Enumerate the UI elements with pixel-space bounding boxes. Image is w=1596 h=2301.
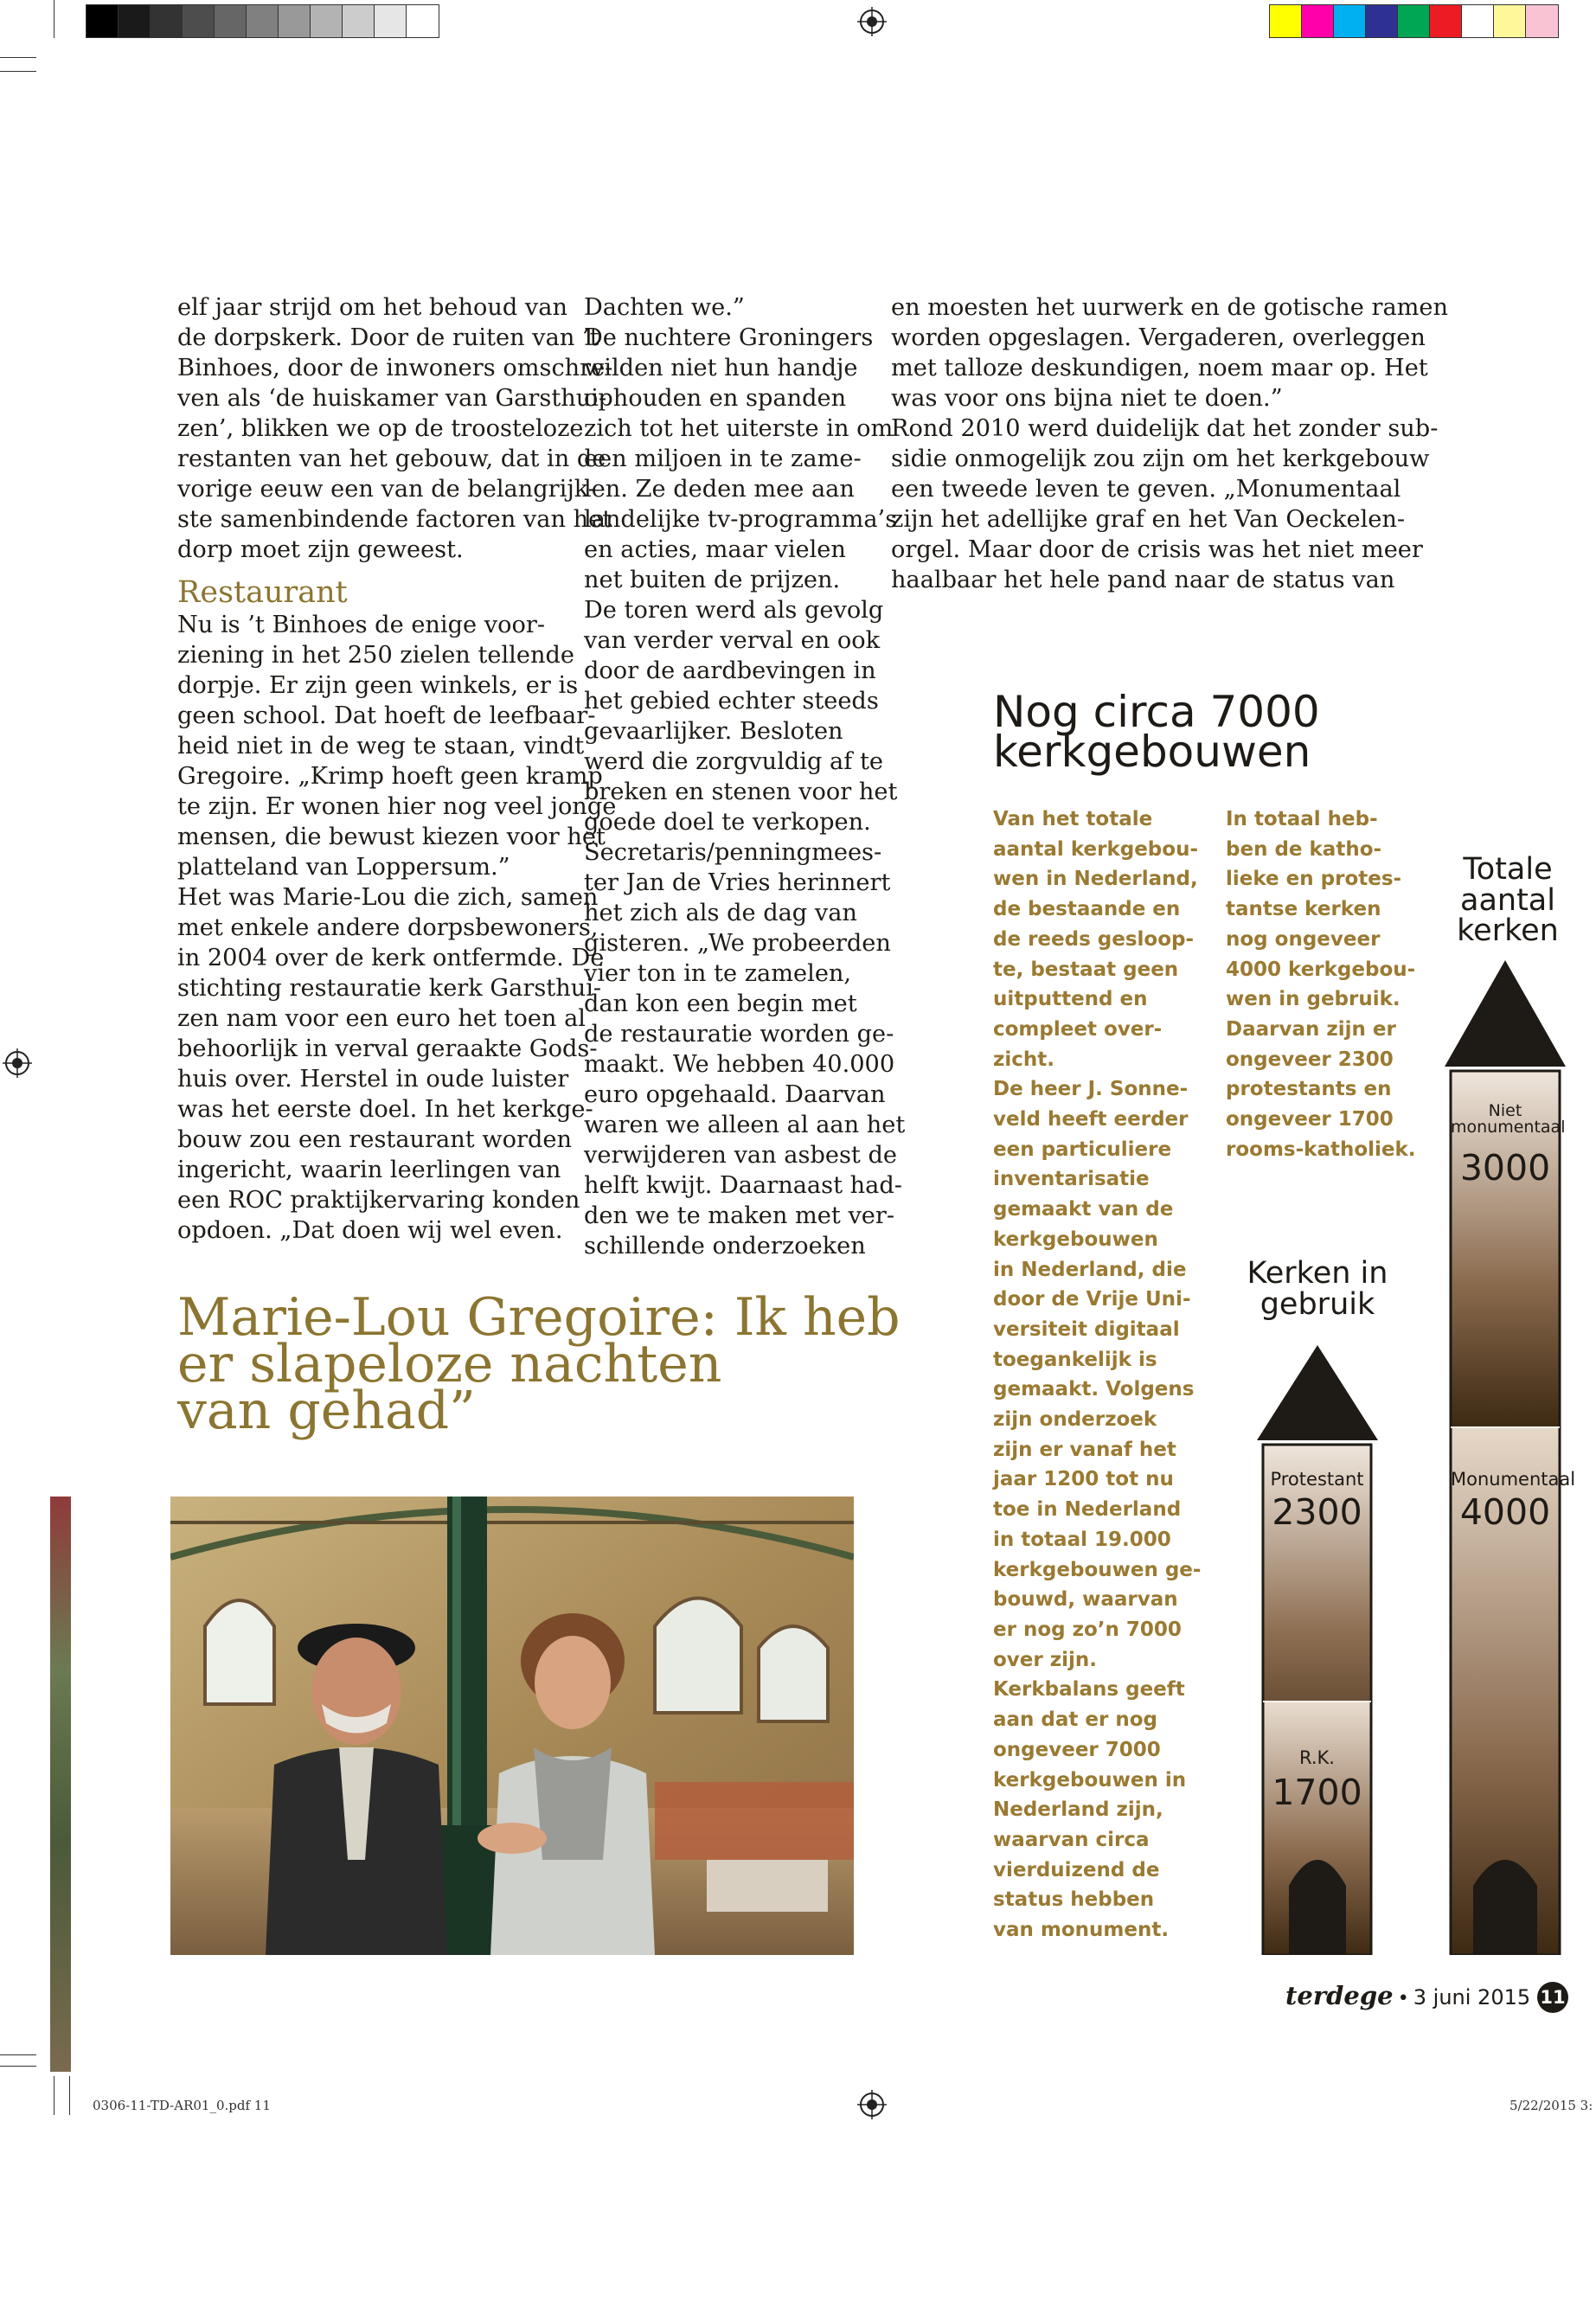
color-swatch bbox=[1302, 5, 1334, 37]
text-line: de bestaande en bbox=[993, 898, 1181, 921]
text-line: kerkgebouwen ge- bbox=[993, 1558, 1202, 1581]
text-line: protestants en bbox=[1226, 1078, 1392, 1101]
text-line: kerkgebouwen bbox=[993, 727, 1311, 777]
text-line: rooms-katholiek. bbox=[1226, 1138, 1416, 1161]
color-swatch bbox=[247, 5, 279, 37]
text-line: Nog circa 7000 bbox=[993, 687, 1320, 737]
text-line: huis over. Herstel in oude luister bbox=[177, 1066, 569, 1093]
text-line: Rond 2010 werd duidelijk dat het zonder sub- bbox=[891, 415, 1439, 442]
color-swatch bbox=[1494, 5, 1526, 37]
tower-large-title bbox=[1430, 852, 1586, 949]
text-line: door de Vrije Uni- bbox=[993, 1288, 1191, 1311]
text-line: er nog zo’n 7000 bbox=[993, 1618, 1182, 1641]
text-line: elf jaar strijd om het behoud van bbox=[177, 294, 567, 321]
text-line: De nuchtere Groningers bbox=[584, 324, 874, 351]
text-line: gebruik bbox=[1259, 1286, 1375, 1322]
text-line: de restauratie worden ge- bbox=[584, 1021, 894, 1048]
text-line: ingericht, waarin leerlingen van bbox=[177, 1157, 561, 1183]
text-line: kerkgebouwen bbox=[993, 1227, 1158, 1251]
color-swatch bbox=[311, 5, 343, 37]
subheading-restaurant: Restaurant bbox=[177, 575, 348, 610]
text-line: met talloze deskundigen, noem maar op. Het bbox=[891, 355, 1428, 381]
tower-small-door bbox=[1289, 1860, 1346, 1955]
text-line: De heer J. Sonne- bbox=[993, 1078, 1189, 1101]
text-line: gemaakt. Volgens bbox=[993, 1378, 1195, 1401]
text-line: sidie onmogelijk zou zijn om het kerkgebouw bbox=[891, 445, 1430, 472]
text-line: een particuliere bbox=[993, 1138, 1172, 1161]
text-line: toe in Nederland bbox=[993, 1498, 1182, 1522]
crop-mark bbox=[69, 2076, 70, 2115]
text-line: opdoen. „Dat doen wij wel even. bbox=[177, 1217, 563, 1244]
color-swatch bbox=[87, 5, 119, 37]
text-line: orgel. Maar door de crisis was het niet meer bbox=[891, 536, 1423, 563]
text-line: er slapeloze nachten bbox=[177, 1334, 722, 1394]
text-line: zijn onderzoek bbox=[993, 1408, 1157, 1432]
text-line: breken en stenen voor het bbox=[584, 779, 898, 805]
text-line: aantal bbox=[1460, 882, 1555, 918]
text-line: Kerken in bbox=[1247, 1256, 1388, 1291]
text-line: landelijke tv-programma’s bbox=[584, 506, 898, 533]
text-line: een miljoen in te zame- bbox=[584, 445, 862, 472]
text-line: versiteit digitaal bbox=[993, 1317, 1180, 1341]
text-line: veld heeft eerder bbox=[993, 1108, 1189, 1131]
article-column-2 bbox=[584, 292, 906, 1261]
text-line: heid niet in de weg te staan, vindt bbox=[177, 733, 585, 760]
crop-mark bbox=[0, 71, 36, 72]
tower-small-title bbox=[1237, 1256, 1398, 1322]
pull-quote bbox=[177, 1287, 901, 1441]
color-swatch bbox=[375, 5, 407, 37]
text-line: schillende onderzoeken bbox=[584, 1233, 866, 1259]
text-line: een ROC praktijkervaring konden bbox=[177, 1187, 580, 1214]
text-line: in 2004 over de kerk ontfermde. De bbox=[177, 945, 605, 971]
text-line: en moesten het uurwerk en de gotische ramen bbox=[891, 294, 1449, 321]
text-line: uitputtend en bbox=[993, 988, 1148, 1011]
rk-value: 1700 bbox=[1272, 1772, 1362, 1813]
color-swatch bbox=[1462, 5, 1494, 37]
text-line: gemaakt van de bbox=[993, 1198, 1174, 1221]
text-line: Daarvan zijn er bbox=[1226, 1017, 1396, 1041]
text-line: van monument. bbox=[993, 1919, 1170, 1942]
color-swatch bbox=[119, 5, 151, 37]
text-line: het zich als de dag van bbox=[584, 900, 857, 926]
text-line: len. Ze deden mee aan bbox=[584, 476, 855, 503]
text-line: was het eerste doel. In het kerkge- bbox=[177, 1096, 593, 1123]
text-line: zich tot het uiterste in om bbox=[584, 415, 894, 442]
text-line: Nederland zijn, bbox=[993, 1798, 1163, 1822]
text-line: bouwd, waarvan bbox=[993, 1588, 1178, 1612]
monumentaal-label: Monumentaal bbox=[1451, 1469, 1576, 1490]
color-swatch bbox=[1430, 5, 1462, 37]
text-line: nog ongeveer bbox=[1226, 927, 1381, 951]
text-line: dorp moet zijn geweest. bbox=[177, 536, 464, 563]
text-line: in Nederland, die bbox=[993, 1258, 1187, 1281]
issue-date: 3 juni 2015 bbox=[1413, 1985, 1531, 2009]
text-line: den we te maken met ver- bbox=[584, 1202, 895, 1229]
color-swatch bbox=[1526, 5, 1558, 37]
text-line: dan kon een begin met bbox=[584, 990, 857, 1017]
text-line: compleet over- bbox=[993, 1017, 1163, 1041]
paragraph-column-2 bbox=[584, 292, 906, 1261]
color-swatch bbox=[279, 5, 311, 37]
text-line: In totaal heb- bbox=[1226, 808, 1378, 830]
color-swatch bbox=[407, 5, 439, 37]
text-line: ven als ‘de huiskamer van Garsthui- bbox=[177, 385, 607, 412]
slug-filename: 0306-11-TD-AR01_0.pdf 11 bbox=[93, 2098, 271, 2113]
text-line: zijn het adellijke graf en het Van Oeckelen- bbox=[891, 506, 1406, 533]
text-line: werd die zorgvuldig af te bbox=[584, 748, 883, 775]
registration-mark-icon bbox=[857, 2090, 887, 2119]
text-line: wen in gebruik. bbox=[1226, 988, 1401, 1011]
text-line: ste samenbindende factoren van het bbox=[177, 506, 612, 533]
text-line: behoorlijk in verval geraakte Gods- bbox=[177, 1035, 598, 1062]
text-line: een tweede leven te geven. „Monumentaal bbox=[891, 476, 1401, 503]
text-line: mensen, die bewust kiezen voor het bbox=[177, 824, 606, 850]
infographic-title bbox=[993, 687, 1320, 777]
text-line: Van het totale bbox=[993, 808, 1153, 830]
color-swatch bbox=[1334, 5, 1366, 37]
article-column-1 bbox=[177, 292, 617, 1246]
text-line: Het was Marie-Lou die zich, samen bbox=[177, 884, 599, 911]
text-line: restanten van het gebouw, dat in de bbox=[177, 445, 606, 472]
paragraph-intro bbox=[177, 292, 613, 565]
color-swatch bbox=[343, 5, 375, 37]
text-line: ziening in het 250 zielen tellende bbox=[177, 642, 574, 669]
tower-small-spire bbox=[1257, 1345, 1378, 1440]
text-line: jaar 1200 tot nu bbox=[993, 1468, 1174, 1491]
text-line: van verder verval en ook bbox=[584, 627, 881, 654]
text-line: was voor ons bijna niet te doen.” bbox=[891, 385, 1283, 412]
text-line: net buiten de prijzen. bbox=[584, 567, 841, 593]
text-line: bouw zou een restaurant worden bbox=[177, 1126, 572, 1153]
text-line: aan dat er nog bbox=[993, 1708, 1157, 1732]
paragraph-restaurant bbox=[177, 610, 617, 1246]
text-line: te, bestaat geen bbox=[993, 958, 1179, 981]
paragraph-column-3 bbox=[891, 292, 1449, 595]
crop-mark bbox=[0, 2066, 36, 2067]
text-line: zijn er vanaf het bbox=[993, 1438, 1176, 1461]
text-line: vierduizend de bbox=[993, 1858, 1160, 1881]
registration-mark-icon bbox=[857, 7, 887, 36]
text-line: ongeveer 2300 bbox=[1226, 1048, 1394, 1071]
text-line: door de aardbevingen in bbox=[584, 657, 876, 684]
color-swatch bbox=[183, 5, 215, 37]
niet-monumentaal-label bbox=[1451, 1101, 1566, 1138]
text-line: worden opgeslagen. Vergaderen, overleggen bbox=[891, 324, 1426, 351]
text-line: vorige eeuw een van de belangrijk- bbox=[177, 476, 596, 503]
text-line: maakt. We hebben 40.000 bbox=[584, 1051, 895, 1078]
text-line: geen school. Dat hoeft de leefbaar- bbox=[177, 702, 596, 729]
footer-separator: • bbox=[1397, 1988, 1409, 2009]
text-line: waren we alleen al aan het bbox=[584, 1112, 906, 1138]
text-line: ongeveer 1700 bbox=[1226, 1108, 1394, 1131]
text-line: Gregoire. „Krimp hoeft geen kramp bbox=[177, 763, 603, 790]
text-line: het gebied echter steeds bbox=[584, 688, 879, 715]
text-line: zicht. bbox=[993, 1048, 1055, 1071]
rk-label: R.K. bbox=[1299, 1747, 1335, 1768]
page-number: 11 bbox=[1540, 1987, 1566, 2008]
tower-large-door bbox=[1473, 1860, 1537, 1955]
text-line: platteland van Loppersum.” bbox=[177, 854, 510, 881]
text-line: verwijderen van asbest de bbox=[584, 1142, 897, 1169]
protestant-value: 2300 bbox=[1272, 1491, 1362, 1533]
text-line: status hebben bbox=[993, 1888, 1155, 1912]
article-column-3 bbox=[891, 292, 1449, 595]
text-line: zen nam voor een euro het toen al bbox=[177, 1005, 586, 1032]
color-swatch bbox=[215, 5, 247, 37]
text-line: vier ton in te zamelen, bbox=[584, 960, 852, 987]
text-line: haalbaar het hele pand naar de status van bbox=[891, 567, 1395, 593]
text-line: de dorpskerk. Door de ruiten van ’t bbox=[177, 324, 599, 351]
text-line: de reeds gesloop- bbox=[993, 927, 1195, 951]
text-line: over zijn. bbox=[993, 1648, 1098, 1671]
text-line: ophouden en spanden bbox=[584, 385, 847, 412]
niet-monumentaal-value: 3000 bbox=[1459, 1147, 1551, 1189]
text-line: inventarisatie bbox=[993, 1168, 1150, 1191]
monumentaal-value: 4000 bbox=[1459, 1491, 1551, 1533]
text-line: Niet bbox=[1488, 1101, 1522, 1120]
color-swatch bbox=[1398, 5, 1430, 37]
text-line: te zijn. Er wonen hier nog veel jonge bbox=[177, 793, 617, 820]
text-line: in totaal 19.000 bbox=[993, 1528, 1171, 1551]
text-line: gisteren. „We probeerden bbox=[584, 930, 891, 957]
text-line: Binhoes, door de inwoners omschre- bbox=[177, 355, 613, 381]
magazine-brand: terdege bbox=[1285, 1981, 1394, 2010]
text-line: goede doel te verkopen. bbox=[584, 809, 871, 836]
text-line: euro opgehaald. Daarvan bbox=[584, 1081, 886, 1108]
text-line: ongeveer 7000 bbox=[993, 1738, 1161, 1761]
text-line: gevaarlijker. Besloten bbox=[584, 718, 843, 745]
text-line: waarvan circa bbox=[993, 1828, 1150, 1851]
text-line: De toren werd als gevolg bbox=[584, 597, 884, 624]
text-line: zen’, blikken we op de troosteloze bbox=[177, 415, 584, 442]
color-swatch bbox=[1366, 5, 1398, 37]
color-swatch bbox=[151, 5, 183, 37]
text-line: kerkgebouwen in bbox=[993, 1768, 1187, 1791]
text-line: Marie-Lou Gregoire: Ik heb bbox=[177, 1287, 901, 1348]
text-line: aantal kerkgebou- bbox=[993, 837, 1198, 861]
text-line: Nu is ’t Binhoes de enige voor- bbox=[177, 612, 546, 638]
text-line: en acties, maar vielen bbox=[584, 536, 846, 563]
text-line: lieke en protes- bbox=[1226, 868, 1402, 891]
text-line: van gehad” bbox=[177, 1381, 476, 1441]
tower-large-spire bbox=[1445, 960, 1566, 1067]
text-line: wen in Nederland, bbox=[993, 868, 1198, 891]
text-line: Kerkbalans geeft bbox=[993, 1678, 1185, 1702]
photo-couple-in-church-ruin bbox=[170, 1497, 854, 1955]
crop-mark bbox=[0, 57, 36, 58]
protestant-label: Protestant bbox=[1270, 1469, 1364, 1490]
text-line: stichting restauratie kerk Garsthui- bbox=[177, 975, 602, 1002]
text-line: helft kwijt. Daarnaast had- bbox=[584, 1172, 902, 1199]
color-swatch bbox=[1270, 5, 1302, 37]
adjacent-page-photo-edge bbox=[50, 1497, 71, 2072]
infographic-text-left bbox=[993, 804, 1201, 1945]
text-line: dorpje. Er zijn geen winkels, er is bbox=[177, 672, 579, 699]
text-line: ben de katho- bbox=[1226, 837, 1382, 861]
text-line: Totale bbox=[1463, 852, 1553, 887]
page-footer bbox=[1285, 1981, 1530, 2016]
registration-mark-icon bbox=[3, 1048, 32, 1078]
text-line: ter Jan de Vries herinnert bbox=[584, 869, 891, 896]
text-line: wilden niet hun handje bbox=[584, 355, 858, 381]
text-line: 4000 kerkgebou- bbox=[1226, 958, 1416, 981]
text-line: toegankelijk is bbox=[993, 1348, 1157, 1371]
crop-mark bbox=[0, 2054, 36, 2055]
text-line: Dachten we.” bbox=[584, 294, 745, 321]
text-line: tantse kerken bbox=[1226, 898, 1381, 921]
text-line: kerken bbox=[1457, 913, 1559, 949]
slug-date: 5/22/2015 3: bbox=[1509, 2098, 1593, 2113]
text-line: Secretaris/penningmees- bbox=[584, 839, 882, 866]
text-line: met enkele andere dorpsbewoners, bbox=[177, 914, 599, 941]
text-line: monumentaal bbox=[1451, 1118, 1566, 1138]
